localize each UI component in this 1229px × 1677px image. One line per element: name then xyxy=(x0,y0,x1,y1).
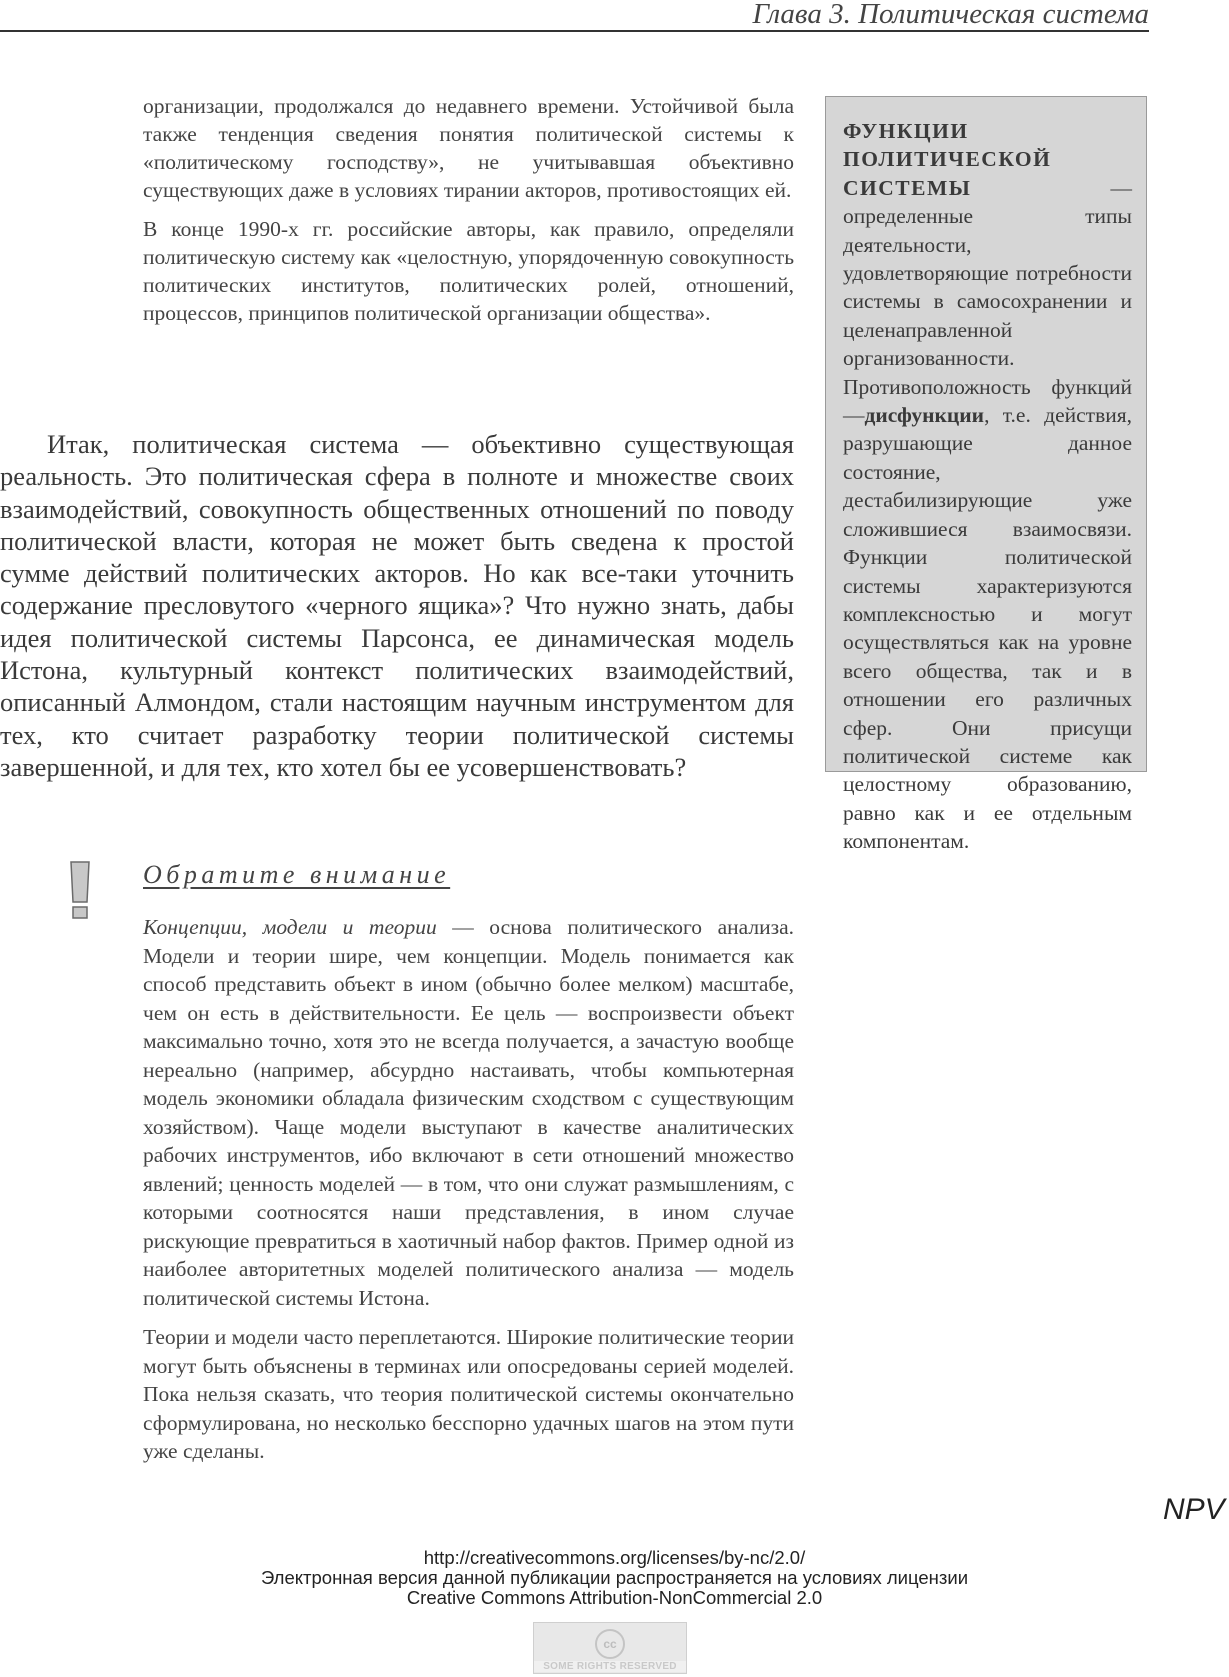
license-notice xyxy=(0,1548,1229,1608)
npv-watermark: NPV xyxy=(1163,1493,1225,1526)
sidebar-definition xyxy=(843,117,1132,856)
note-heading: Обратите внимание xyxy=(143,860,451,889)
license-line-1: Электронная версия данной публикации распространяется на условиях лицензии xyxy=(260,1567,969,1588)
sidebar-definition-part1: — определенные типы деятельности, удовлетворяющие потребности системы в самосохранении и целенаправленной организованности. Противоположность функций — xyxy=(843,175,1132,428)
main-text xyxy=(0,428,794,783)
cc-logo-icon: cc xyxy=(595,1629,625,1659)
note-paragraph-2: Теории и модели часто переплетаются. Широкие политические теории могут быть объяснены в терминах или опосредованы серией моделей. Пока нельзя сказать, что теория политической системы окончательно сформулирована, но несколько бесспорно удачных шагов на этом пути уже сделаны. xyxy=(143,1325,794,1463)
definition-sidebar xyxy=(825,96,1147,854)
sidebar-bold-term: дисфункции xyxy=(864,403,985,428)
cc-badge[interactable] xyxy=(533,1622,687,1674)
exclamation-icon xyxy=(68,860,92,920)
license-line-2: Creative Commons Attribution-NonCommercial 2.0 xyxy=(406,1587,823,1608)
chapter-title: Глава 3. Политическая система xyxy=(752,0,1149,30)
main-paragraph: Итак, политическая система — объективно существующая реальность. Это политическая сфера в полноте и множестве своих взаимодействий, совокупность общественных отношений по поводу политической власти, которая не может быть сведена к простой сумме действий политических акторов. Но как все-таки уточнить содержание пресловутого «черного ящика»? Что нужно знать, дабы идея политической системы Парсонса, ее динамическая модель Истона, культурный контекст политических взаимодействий, описанный Алмондом, стали настоящим научным инструментом для тех, кто считает разработку теории политической системы завершенной, и для тех, кто хотел бы ее усовершенствовать? xyxy=(0,429,794,782)
sidebar-definition-part2: , т.е. действия, разрушающие данное состояние, дестабилизирующие уже сложившиеся взаимосвязи. Функции политической системы характеризуются комплексностью и могут осуществляться как на уровне всего общества, так и в отношении его различных сфер. Они присущи политической системе как целостному образованию, равно как и ее отдельным компонентам. xyxy=(843,403,1132,854)
quote-paragraph-2: В конце 1990-х гг. российские авторы, как правило, определяли политическую систему как «целостную, упорядоченную совокупность политических институтов, политических ролей, отношений, процессов, принципов политической организации общества». xyxy=(143,217,794,325)
note-italic-lead: Концепции, модели и теории xyxy=(143,915,437,939)
header-rule xyxy=(0,30,1149,32)
sidebar-term: ФУНКЦИИ ПОЛИТИЧЕСКОЙ СИСТЕМЫ xyxy=(843,119,1052,200)
note-body xyxy=(143,913,794,1466)
license-url[interactable]: http://creativecommons.org/licenses/by-nc/2.0/ xyxy=(423,1547,806,1568)
cc-badge-text: SOME RIGHTS RESERVED xyxy=(534,1661,686,1672)
note-paragraph-1 xyxy=(143,913,794,1312)
quote-block xyxy=(143,92,794,327)
quote-paragraph-1: организации, продолжался до недавнего времени. Устойчивой была также тенденция сведения понятия политической системы к «политическому господству», не учитывавшая объективно существующих даже в условиях тирании акторов, противостоящих ей. xyxy=(143,94,794,202)
note-paragraph-1-text: — основа политического анализа. Модели и теории шире, чем концепции. Модель понимается как способ представить объект в ином (обычно более мелком) масштабе, чем он есть в действительности. Ее цель — воспроизвести объект максимально точно, хотя это не всегда получается, а зачастую вообще нереально (например, абсурдно настаивать, чтобы компьютерная модель экономики обладала физическим сходством с существующим хозяйством). Чаще модели выступают в качестве аналитических рабочих инструментов, ибо включают в сети отношений множество явлений; ценность моделей — в том, что они служат размышлениям, с которыми соотносятся наши представления, в ином случае рискующие превратиться в хаотичный набор фактов. Пример одной из наиболее авторитетных моделей политического анализа — модель политической системы Истона. xyxy=(143,915,794,1310)
